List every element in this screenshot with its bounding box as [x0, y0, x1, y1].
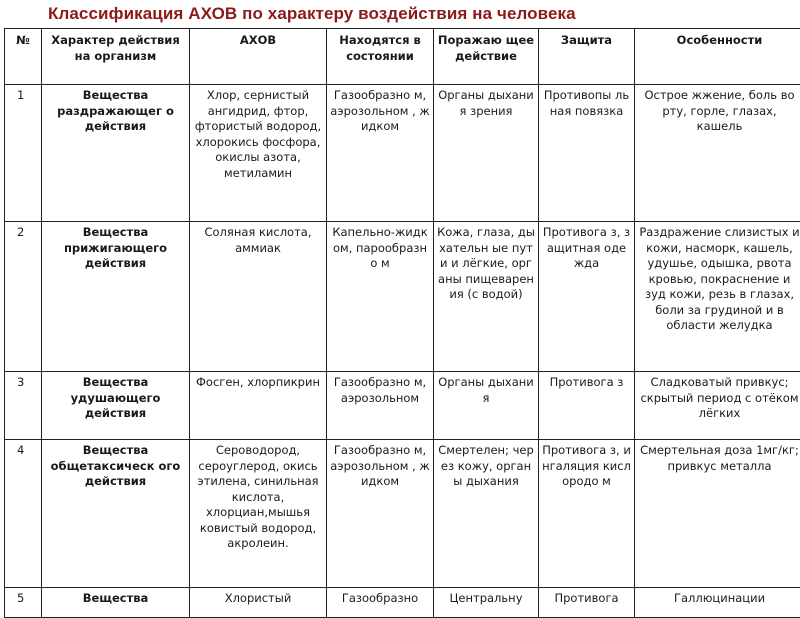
row-substance: Хлористый [190, 588, 327, 618]
row-state: Газообразно [327, 588, 434, 618]
row-features: Острое жжение, боль во рту, горле, глазах, кашель [635, 85, 800, 222]
row-state: Газообразно м, аэрозольном , жидком [327, 85, 434, 222]
row-effect: Кожа, глаза, дыхательн ые пути и лёгкие, органы пищеварен ия (с водой) [434, 222, 539, 372]
header-character: Характер действия на организм [42, 29, 190, 85]
row-effect: Органы дыхания [434, 372, 539, 440]
row-protection: Противога [539, 588, 635, 618]
row-effect: Центральну [434, 588, 539, 618]
table-row [5, 440, 800, 588]
table-row [5, 222, 800, 372]
row-substance: Фосген, хлорпикрин [190, 372, 327, 440]
row-character: Вещества раздражающег о действия [42, 85, 190, 222]
row-features: Смертельная доза 1мг/кг; привкус металла [635, 440, 800, 588]
row-protection: Противога з, ингаляция кислородо м [539, 440, 635, 588]
row-character: Вещества удушающего действия [42, 372, 190, 440]
header-protection: Защита [539, 29, 635, 85]
row-protection: Противога з [539, 372, 635, 440]
header-features: Особенности [635, 29, 800, 85]
row-num: 5 [5, 588, 42, 618]
row-num: 3 [5, 372, 42, 440]
row-state: Газообразно м, аэрозольном [327, 372, 434, 440]
page-title: Классификация АХОВ по характеру воздействия на человека [48, 4, 576, 24]
header-state: Находятся в состоянии [327, 29, 434, 85]
row-features: Галлюцинации [635, 588, 800, 618]
row-effect: Органы дыхания зрения [434, 85, 539, 222]
row-substance: Соляная кислота, аммиак [190, 222, 327, 372]
table-row [5, 588, 800, 618]
row-num: 2 [5, 222, 42, 372]
table-row [5, 372, 800, 440]
header-substance: АХОВ [190, 29, 327, 85]
table-header-row [5, 29, 800, 85]
row-state: Газообразно м, аэрозольном , жидком [327, 440, 434, 588]
row-substance: Сероводород, сероуглерод, окись этилена, синильная кислота, хлорциан,мышья ковистый водород, акролеин. [190, 440, 327, 588]
header-num: № [5, 29, 42, 85]
header-effect: Поражаю щее действие [434, 29, 539, 85]
table-row [5, 85, 800, 222]
row-substance: Хлор, сернистый ангидрид, фтор, фтористый водород, хлорокись фосфора, окислы азота, метиламин [190, 85, 327, 222]
classification-table [4, 28, 800, 618]
row-character: Вещества общетаксическ ого действия [42, 440, 190, 588]
row-effect: Смертелен; через кожу, органы дыхания [434, 440, 539, 588]
row-num: 1 [5, 85, 42, 222]
row-features: Сладковатый привкус; скрытый период с отёком лёгких [635, 372, 800, 440]
row-protection: Противога з, защитная одежда [539, 222, 635, 372]
row-character: Вещества [42, 588, 190, 618]
row-character: Вещества прижигающего действия [42, 222, 190, 372]
row-protection: Противопы льная повязка [539, 85, 635, 222]
row-state: Капельно-жидком, парообразно м [327, 222, 434, 372]
row-num: 4 [5, 440, 42, 588]
row-features: Раздражение слизистых и кожи, насморк, кашель, удушье, одышка, рвота кровью, покраснение и зуд кожи, резь в глазах, боли за грудиной и в области желудка [635, 222, 800, 372]
